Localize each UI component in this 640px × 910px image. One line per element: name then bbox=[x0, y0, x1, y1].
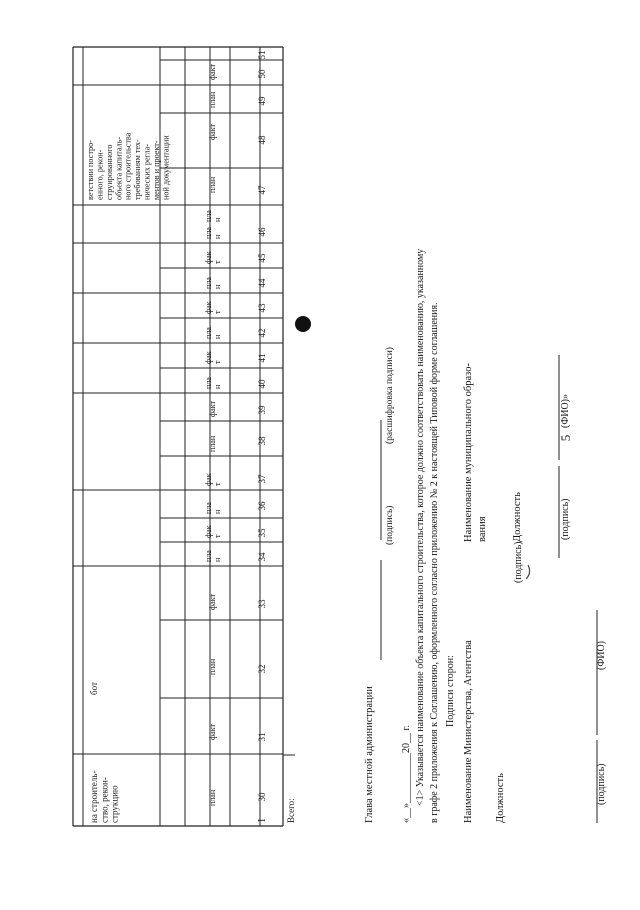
right-org-name-2: вания bbox=[477, 516, 488, 542]
subheader-plan: план bbox=[204, 210, 223, 222]
right-org-name: Наименование муниципального образо- bbox=[463, 363, 474, 542]
column-number: 45 bbox=[257, 253, 267, 263]
subheader-fakt: факт bbox=[208, 123, 217, 140]
rasshifrovka-label: (расшифровка подписи) bbox=[385, 347, 395, 444]
column-number: 37 bbox=[257, 474, 267, 484]
column-number: 34 bbox=[257, 552, 267, 562]
subheader-fakt: факт bbox=[204, 301, 223, 314]
subheader-fakt: факт bbox=[204, 251, 223, 264]
page-number: 5 bbox=[558, 434, 573, 442]
subheader-fakt: факт bbox=[204, 473, 223, 486]
column-number: 51 bbox=[257, 50, 267, 60]
left-podpis-line-hint: (подпись) bbox=[513, 541, 524, 583]
right-podpis-label: (подпись) bbox=[560, 498, 571, 540]
column-number: 48 bbox=[257, 135, 267, 145]
column-number: 30 bbox=[257, 792, 267, 802]
column-number: 44 bbox=[257, 278, 267, 288]
subheader-plan: план bbox=[208, 789, 217, 806]
date-line: «__»__________20__ г. bbox=[401, 725, 412, 823]
podpis-label: (подпись) bbox=[385, 505, 395, 545]
column-number: 33 bbox=[257, 599, 267, 609]
subheader-fakt: факт bbox=[208, 400, 217, 417]
column-number: 38 bbox=[257, 436, 267, 446]
column-number: 39 bbox=[257, 405, 267, 415]
column-number: 47 bbox=[257, 185, 267, 195]
subheader-fakt: факт bbox=[204, 351, 223, 364]
subheader-plan: план bbox=[204, 277, 223, 289]
left-fio-label: (ФИО) bbox=[596, 640, 607, 670]
subheader-fakt: факт bbox=[204, 525, 223, 538]
scan-artifact bbox=[526, 565, 530, 579]
head-of-administration-title: Глава местной администрации bbox=[364, 686, 375, 823]
subheader-plan: план bbox=[208, 91, 217, 108]
subheader-plan: план bbox=[204, 502, 223, 514]
column-number: 35 bbox=[257, 528, 267, 538]
column-number: 40 bbox=[257, 379, 267, 389]
left-org-name: Наименование Министерства, Агентства bbox=[463, 640, 474, 823]
footnote-line-2: в графе 2 приложения к Соглашению, оформленного согласно приложению № 2 к настоящей Типовой форме соглашения. bbox=[429, 302, 440, 823]
left-podpis-label: (подпись) bbox=[596, 763, 607, 805]
footnote-line-1: <1> Указывается наименование объекта капитального строительства, которое должно соответствовать наименованию, указанному bbox=[415, 248, 426, 806]
subheader-fakt: факт bbox=[208, 723, 217, 740]
subheader-plan: план bbox=[204, 227, 223, 239]
subheader-plan: план bbox=[208, 658, 217, 675]
column-number: 41 bbox=[257, 353, 267, 363]
subheader-plan: план bbox=[204, 550, 223, 562]
column-number: 49 bbox=[257, 96, 267, 106]
column-number: 46 bbox=[257, 227, 267, 237]
subheader-fakt: факт bbox=[208, 593, 217, 610]
header-sootvetstvie: ветствии постро-енного, рекон-струированногообъекта капиталь-ного строительстватребованиям тех-нических регла-ментов и проект-ной документации bbox=[86, 132, 171, 200]
subheader-plan: план bbox=[208, 176, 217, 193]
left-position: Должность bbox=[495, 773, 506, 823]
row-label-total: Всего: bbox=[286, 798, 296, 823]
right-position: Должность bbox=[512, 492, 523, 542]
column-number: 36 bbox=[257, 501, 267, 511]
hole-punch-mark bbox=[295, 316, 311, 332]
column-number: 31 bbox=[257, 732, 267, 742]
header-bot: бот bbox=[89, 682, 99, 695]
header-stroitelstvo: на строитель-ство, рекон-струкцию bbox=[89, 770, 120, 823]
column-number: 43 bbox=[257, 303, 267, 313]
subheader-plan: план bbox=[204, 327, 223, 339]
row-label-i: I bbox=[257, 818, 268, 822]
subheader-plan: план bbox=[204, 377, 223, 389]
column-number: 32 bbox=[257, 664, 267, 674]
parties-label: Подписи сторон: bbox=[445, 655, 456, 727]
column-number: 42 bbox=[257, 328, 267, 338]
subheader-fakt: факт bbox=[208, 63, 217, 80]
column-number: 50 bbox=[257, 69, 267, 79]
right-fio-label: (ФИО)» bbox=[560, 393, 571, 428]
subheader-plan: план bbox=[208, 435, 217, 452]
